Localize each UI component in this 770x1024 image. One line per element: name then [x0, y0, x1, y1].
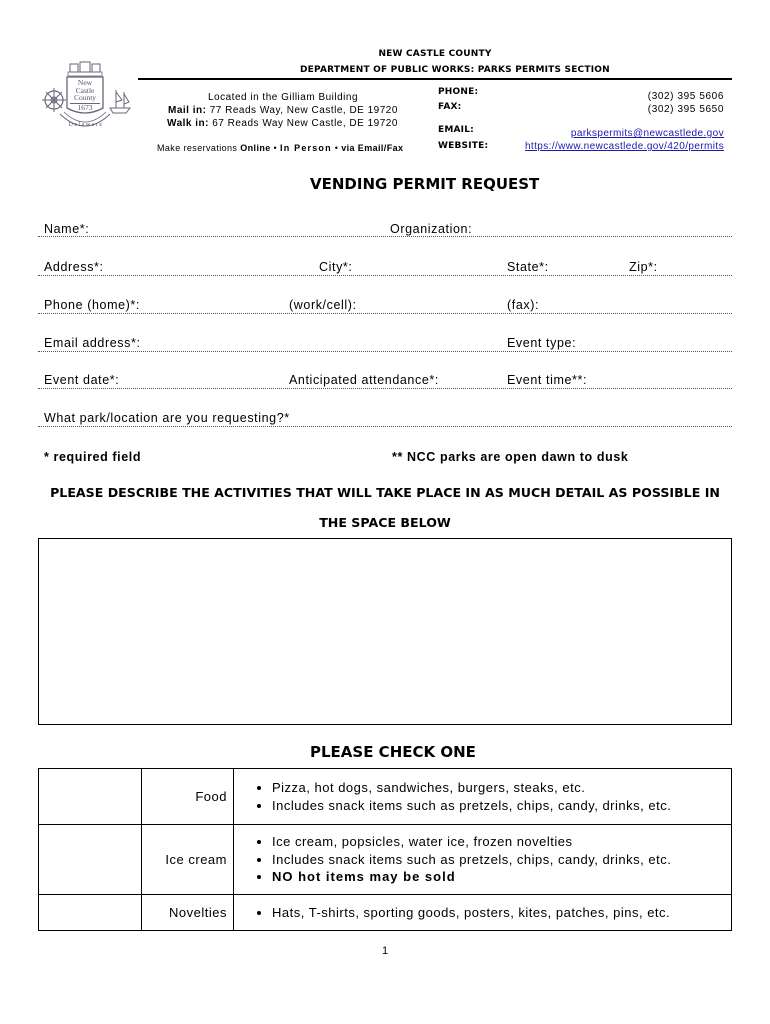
- fax-value: (302) 395 5650: [647, 104, 724, 115]
- zip-label: Zip*:: [629, 260, 658, 274]
- location-line: Located in the Gilliam Building: [208, 92, 359, 103]
- city-label: City*:: [319, 260, 353, 274]
- page-number: 1: [381, 945, 389, 957]
- county-name: NEW CASTLE COUNTY: [378, 49, 492, 59]
- list-item: • Includes snack items such as pretzels, chips, candy, drinks, etc.: [272, 851, 721, 869]
- phone-label: PHONE:: [438, 87, 479, 97]
- food-description: [234, 769, 732, 825]
- walk-in-line: [167, 118, 398, 129]
- name-row-line[interactable]: [38, 236, 732, 237]
- walk-in-address: 67 Reads Way New Castle, DE 19720: [212, 118, 398, 129]
- address-label: Address*:: [44, 260, 104, 274]
- organization-label: Organization:: [390, 222, 473, 236]
- walk-in-label: Walk in:: [167, 118, 209, 129]
- option-row-novelties: [39, 895, 732, 931]
- email-label: EMAIL:: [438, 125, 474, 135]
- parks-open-note: ** NCC parks are open dawn to dusk: [392, 450, 629, 464]
- ice-cream-label: Ice cream: [142, 825, 234, 895]
- mail-in-line: [168, 105, 398, 116]
- reserve-prefix: Make reservations: [157, 143, 238, 153]
- list-item: • NO hot items may be sold: [272, 868, 721, 886]
- event-date-label: Event date*:: [44, 373, 120, 387]
- state-label: State*:: [507, 260, 549, 274]
- list-item: • Hats, T-shirts, sporting goods, posters, kites, patches, pins, etc.: [272, 904, 721, 922]
- mail-in-address: 77 Reads Way, New Castle, DE 19720: [209, 105, 398, 116]
- describe-heading-line2: THE SPACE BELOW: [319, 515, 451, 530]
- activity-description-box[interactable]: [38, 538, 732, 725]
- food-label: Food: [142, 769, 234, 825]
- email-row-line[interactable]: [38, 351, 732, 352]
- header-rule: [138, 78, 732, 80]
- department-name: DEPARTMENT OF PUBLIC WORKS: PARKS PERMITS SECTION: [300, 65, 610, 75]
- list-item: • Includes snack items such as pretzels, chips, candy, drinks, etc.: [272, 797, 721, 815]
- website-label: WEBSITE:: [438, 141, 489, 151]
- ice-cream-description: [234, 825, 732, 895]
- fax-field-label: (fax):: [507, 298, 540, 312]
- attendance-label: Anticipated attendance*:: [289, 373, 439, 387]
- novelties-label: Novelties: [142, 895, 234, 931]
- logo-state: Delaware: [68, 122, 104, 128]
- reserve-online: Online: [240, 143, 271, 153]
- list-item: • Pizza, hot dogs, sandwiches, burgers, steaks, etc.: [272, 779, 721, 797]
- event-type-label: Event type:: [507, 336, 577, 350]
- form-title: VENDING PERMIT REQUEST: [310, 175, 540, 193]
- event-row-line[interactable]: [38, 388, 732, 389]
- reserve-in-person: In Person: [280, 143, 332, 153]
- reserve-email-fax: via Email/Fax: [341, 143, 404, 153]
- option-row-food: [39, 769, 732, 825]
- park-location-line[interactable]: [38, 426, 732, 427]
- email-link[interactable]: parkspermits@newcastlede.gov: [570, 128, 724, 139]
- list-item: • Ice cream, popsicles, water ice, frozen novelties: [272, 833, 721, 851]
- address-row-line[interactable]: [38, 275, 732, 276]
- ice-cream-checkbox-cell[interactable]: [39, 825, 142, 895]
- website-link[interactable]: https://www.newcastlede.gov/420/permits: [524, 141, 724, 152]
- food-checkbox-cell[interactable]: [39, 769, 142, 825]
- required-note: * required field: [44, 450, 142, 464]
- reservation-line: Make reservations Online • In Person • via Email/Fax: [157, 143, 404, 153]
- novelties-checkbox-cell[interactable]: [39, 895, 142, 931]
- work-cell-label: (work/cell):: [289, 298, 357, 312]
- name-label: Name*:: [44, 222, 90, 236]
- logo-text-line1: New: [77, 78, 93, 87]
- phone-row-line[interactable]: [38, 313, 732, 314]
- email-address-label: Email address*:: [44, 336, 141, 350]
- fax-label: FAX:: [438, 102, 462, 112]
- logo-text-line3: County: [73, 93, 97, 102]
- park-location-label: What park/location are you requesting?*: [44, 411, 290, 425]
- phone-home-label: Phone (home)*:: [44, 298, 140, 312]
- mail-in-label: Mail in:: [168, 105, 207, 116]
- vendor-type-table: [38, 768, 732, 931]
- option-row-ice-cream: [39, 825, 732, 895]
- event-time-label: Event time**:: [507, 373, 588, 387]
- check-one-heading: PLEASE CHECK ONE: [310, 743, 476, 761]
- logo-text-line2: Castle: [75, 85, 95, 95]
- describe-heading-line1: PLEASE DESCRIBE THE ACTIVITIES THAT WILL TAKE PLACE IN AS MUCH DETAIL AS POSSIBLE IN: [50, 485, 720, 500]
- novelties-description: [234, 895, 732, 931]
- logo-year: 1673: [70, 103, 100, 112]
- county-seal-logo: [40, 60, 132, 138]
- phone-value: (302) 395 5606: [647, 91, 724, 102]
